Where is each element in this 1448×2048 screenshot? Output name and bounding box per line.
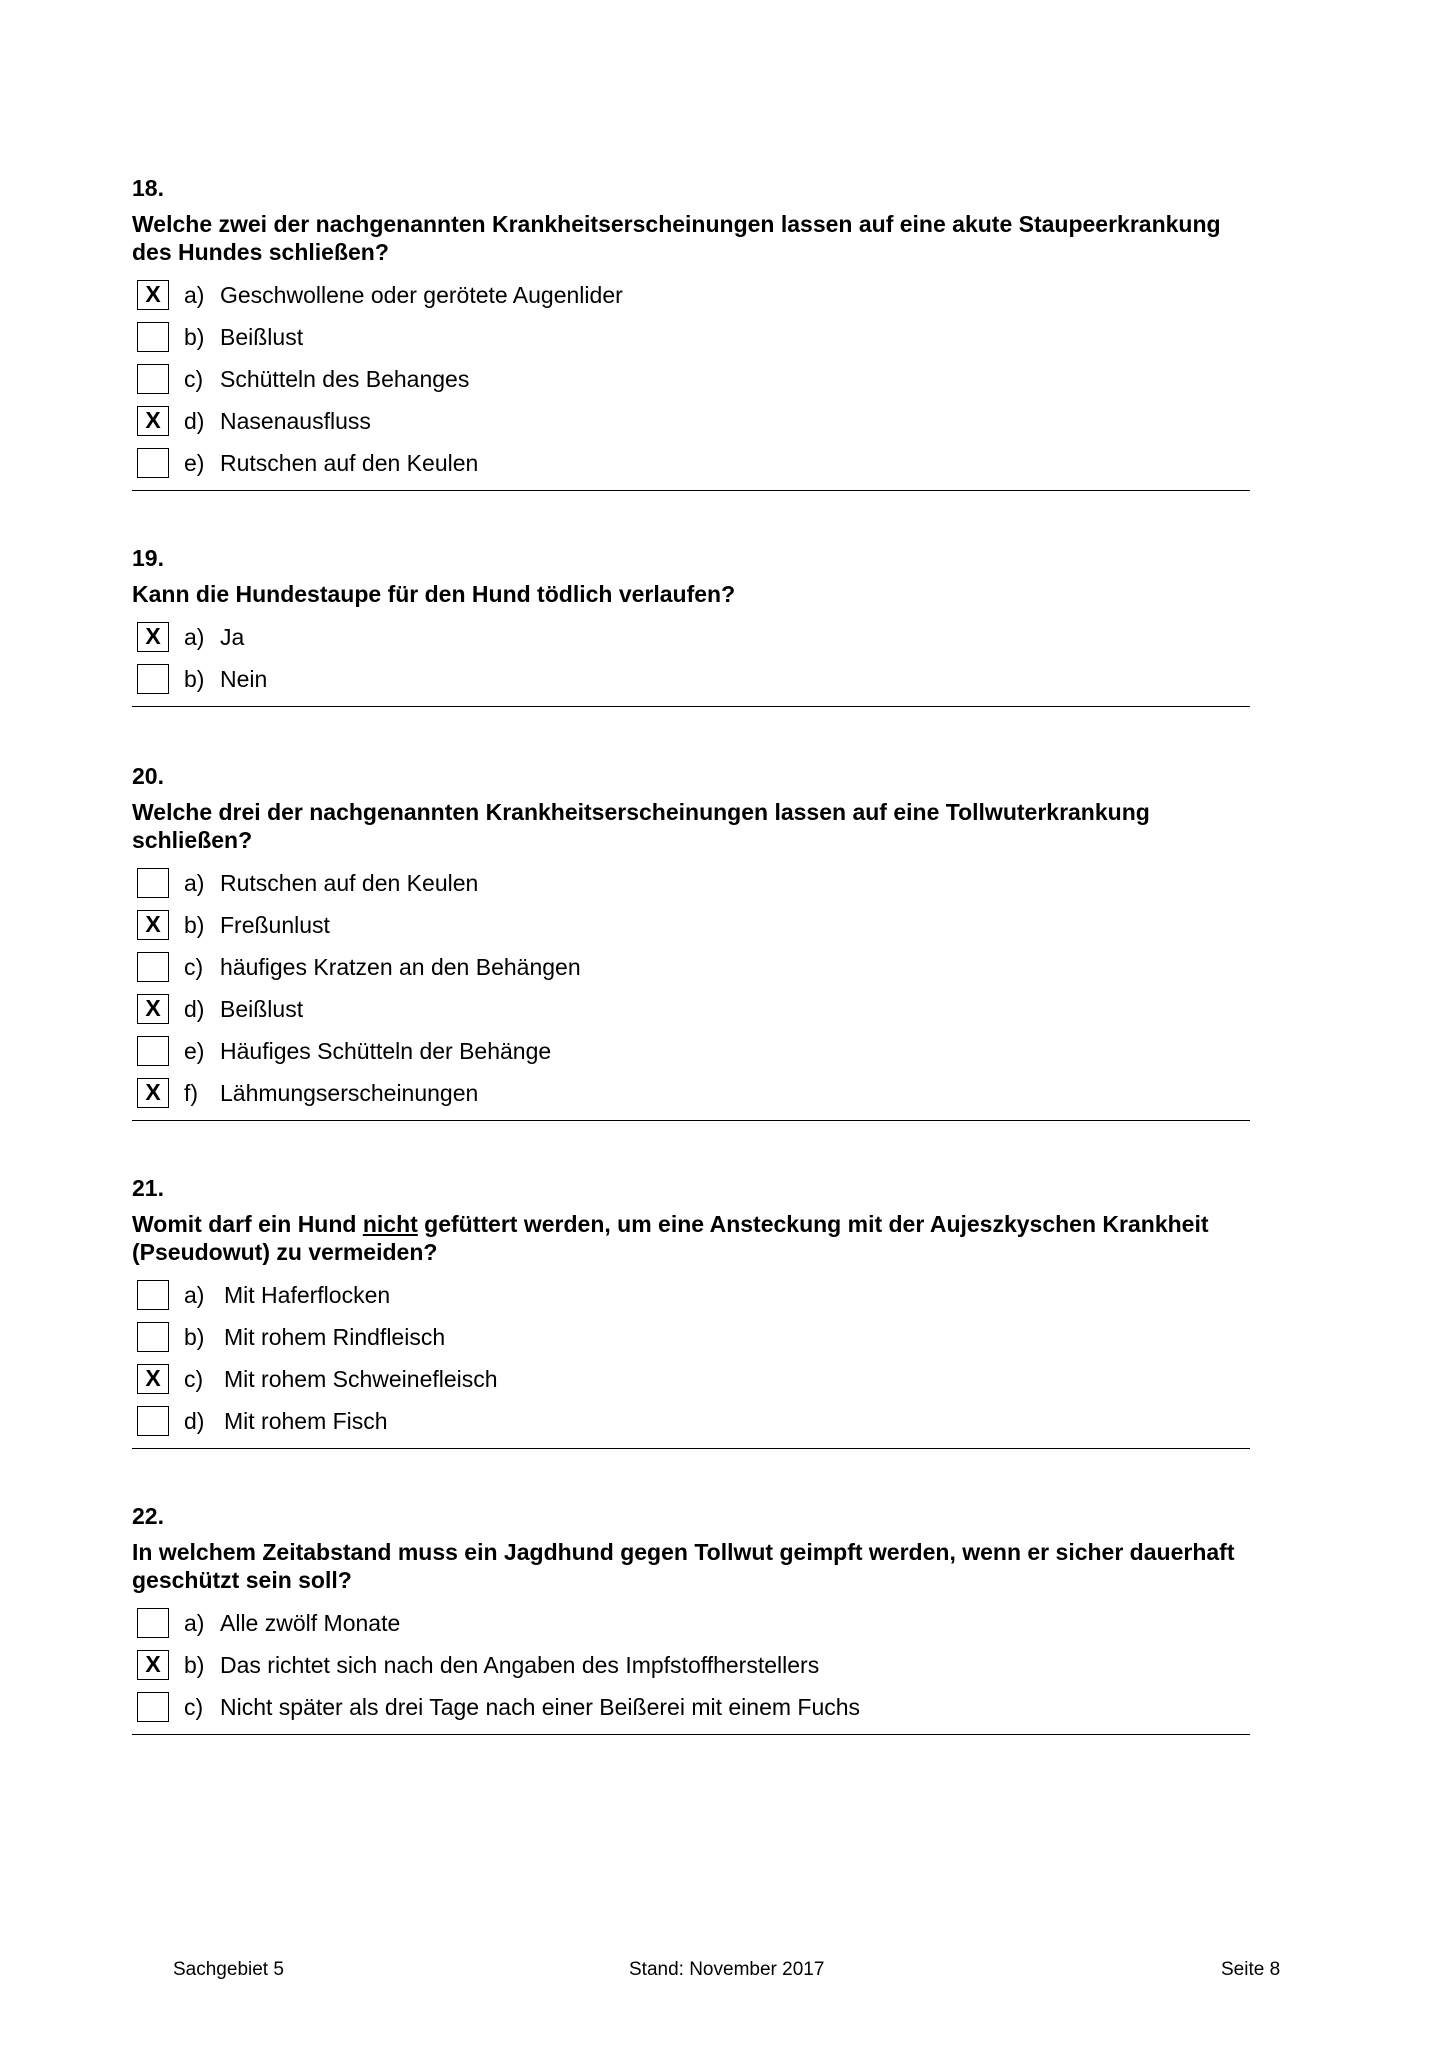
answer-option: [132, 443, 1250, 485]
answer-checkbox[interactable]: [137, 364, 169, 394]
answer-text: Nicht später als drei Tage nach einer Beißerei mit einem Fuchs: [220, 1694, 861, 1720]
question-text: Kann die Hundestaupe für den Hund tödlich verlaufen?: [132, 581, 736, 607]
divider-rule: [132, 1734, 1250, 1735]
answer-text: Mit rohem Fisch: [224, 1408, 388, 1434]
answer-text: Mit rohem Schweinefleisch: [224, 1366, 498, 1392]
answer-text: Mit rohem Rindfleisch: [224, 1324, 446, 1350]
question-text: Welche zwei der nachgenannten Krankheitserscheinungen lassen auf eine akute Staupeerkrankung des Hundes schließen?: [132, 211, 1221, 265]
question-text-emphasis: nicht: [362, 1211, 418, 1237]
question-number: 20.: [132, 763, 164, 789]
answer-checkbox[interactable]: [137, 1322, 169, 1352]
answer-letter: a): [184, 1610, 205, 1636]
answer-text: Das richtet sich nach den Angaben des Impfstoffherstellers: [220, 1652, 820, 1678]
answer-letter: d): [184, 996, 205, 1022]
answer-text: Rutschen auf den Keulen: [220, 450, 479, 476]
answer-letter: c): [184, 1694, 204, 1720]
answer-checkbox[interactable]: [137, 1036, 169, 1066]
answer-letter: a): [184, 870, 205, 896]
answer-option: [132, 1603, 1250, 1645]
answer-option: [132, 1401, 1250, 1443]
answer-list: [132, 1603, 1250, 1729]
answer-checkbox[interactable]: [137, 322, 169, 352]
answer-option: [132, 275, 1250, 317]
footer-page-number: Seite 8: [1221, 1959, 1281, 1980]
answer-option: [132, 1317, 1250, 1359]
answer-option: [132, 947, 1250, 989]
divider-rule: [132, 706, 1250, 707]
answer-letter: e): [184, 1038, 205, 1064]
answer-letter: c): [184, 954, 204, 980]
answer-checkbox[interactable]: [137, 448, 169, 478]
answer-letter: d): [184, 1408, 205, 1434]
question-18: [132, 174, 1250, 491]
divider-rule: [132, 1120, 1250, 1121]
answer-text: Beißlust: [220, 996, 304, 1022]
answer-letter: a): [184, 1282, 205, 1308]
question-19: [132, 544, 1250, 707]
answer-option: [132, 317, 1250, 359]
question-number: 22.: [132, 1503, 164, 1529]
question-text-start: Womit darf ein Hund: [132, 1211, 363, 1237]
question-text: Welche drei der nachgenannten Krankheitserscheinungen lassen auf eine Tollwuterkrankung schließen?: [132, 799, 1150, 853]
answer-option: [132, 1645, 1250, 1687]
answer-checkbox[interactable]: [137, 664, 169, 694]
answer-option: [132, 1359, 1250, 1401]
answer-text: Geschwollene oder gerötete Augenlider: [220, 282, 623, 308]
answer-option: [132, 1687, 1250, 1729]
answer-letter: b): [184, 1652, 205, 1678]
answer-option: [132, 1073, 1250, 1115]
answer-checkbox[interactable]: [137, 868, 169, 898]
answer-checkbox[interactable]: X: [137, 1364, 169, 1394]
answer-text: Mit Haferflocken: [224, 1282, 391, 1308]
answer-option: [132, 359, 1250, 401]
answer-list: [132, 863, 1250, 1115]
answer-option: [132, 863, 1250, 905]
answer-option: [132, 617, 1250, 659]
answer-checkbox[interactable]: X: [137, 406, 169, 436]
answer-checkbox[interactable]: X: [137, 1078, 169, 1108]
divider-rule: [132, 1448, 1250, 1449]
question-21: [132, 1174, 1250, 1449]
footer-date: Stand: November 2017: [629, 1959, 825, 1980]
answer-letter: a): [184, 624, 205, 650]
answer-checkbox[interactable]: X: [137, 994, 169, 1024]
answer-checkbox[interactable]: X: [137, 622, 169, 652]
answer-letter: b): [184, 666, 205, 692]
answer-checkbox[interactable]: [137, 1608, 169, 1638]
answer-text: häufiges Kratzen an den Behängen: [220, 954, 581, 980]
answer-text: Nasenausfluss: [220, 408, 371, 434]
answer-checkbox[interactable]: [137, 952, 169, 982]
answer-text: Nein: [220, 666, 268, 692]
answer-option: [132, 1031, 1250, 1073]
answer-checkbox[interactable]: X: [137, 1650, 169, 1680]
answer-text: Rutschen auf den Keulen: [220, 870, 479, 896]
answer-letter: b): [184, 1324, 205, 1350]
answer-letter: f): [184, 1080, 199, 1106]
answer-option: [132, 989, 1250, 1031]
answer-checkbox[interactable]: [137, 1280, 169, 1310]
answer-text: Freßunlust: [220, 912, 330, 938]
question-text: In welchem Zeitabstand muss ein Jagdhund gegen Tollwut geimpft werden, wenn er sicher dauerhaft geschützt sein soll?: [132, 1539, 1235, 1593]
answer-text: Häufiges Schütteln der Behänge: [220, 1038, 552, 1064]
answer-text: Alle zwölf Monate: [220, 1610, 401, 1636]
answer-list: [132, 617, 1250, 701]
answer-letter: d): [184, 408, 205, 434]
answer-option: [132, 1275, 1250, 1317]
answer-text: Lähmungserscheinungen: [220, 1080, 479, 1106]
answer-letter: c): [184, 1366, 204, 1392]
answer-checkbox[interactable]: X: [137, 280, 169, 310]
answer-letter: a): [184, 282, 205, 308]
answer-option: [132, 659, 1250, 701]
answer-text: Beißlust: [220, 324, 304, 350]
answer-letter: e): [184, 450, 205, 476]
answer-checkbox[interactable]: X: [137, 910, 169, 940]
question-text: [132, 1210, 1250, 1266]
question-text-end: gefüttert werden, um eine Ansteckung mit der Aujeszkyschen Krankheit (Pseudowut) zu vermeiden?: [132, 1211, 1209, 1265]
answer-text: Ja: [220, 624, 245, 650]
footer-section-label: Sachgebiet 5: [173, 1959, 284, 1980]
answer-option: [132, 905, 1250, 947]
question-number: 21.: [132, 1175, 164, 1201]
question-22: [132, 1502, 1250, 1735]
answer-list: [132, 275, 1250, 485]
answer-list: [132, 1275, 1250, 1443]
question-number: 19.: [132, 545, 164, 571]
answer-letter: b): [184, 912, 205, 938]
question-number: 18.: [132, 175, 164, 201]
divider-rule: [132, 490, 1250, 491]
answer-checkbox[interactable]: [137, 1692, 169, 1722]
answer-letter: b): [184, 324, 205, 350]
answer-text: Schütteln des Behanges: [220, 366, 470, 392]
answer-letter: c): [184, 366, 204, 392]
question-20: [132, 762, 1250, 1121]
answer-option: [132, 401, 1250, 443]
answer-checkbox[interactable]: [137, 1406, 169, 1436]
